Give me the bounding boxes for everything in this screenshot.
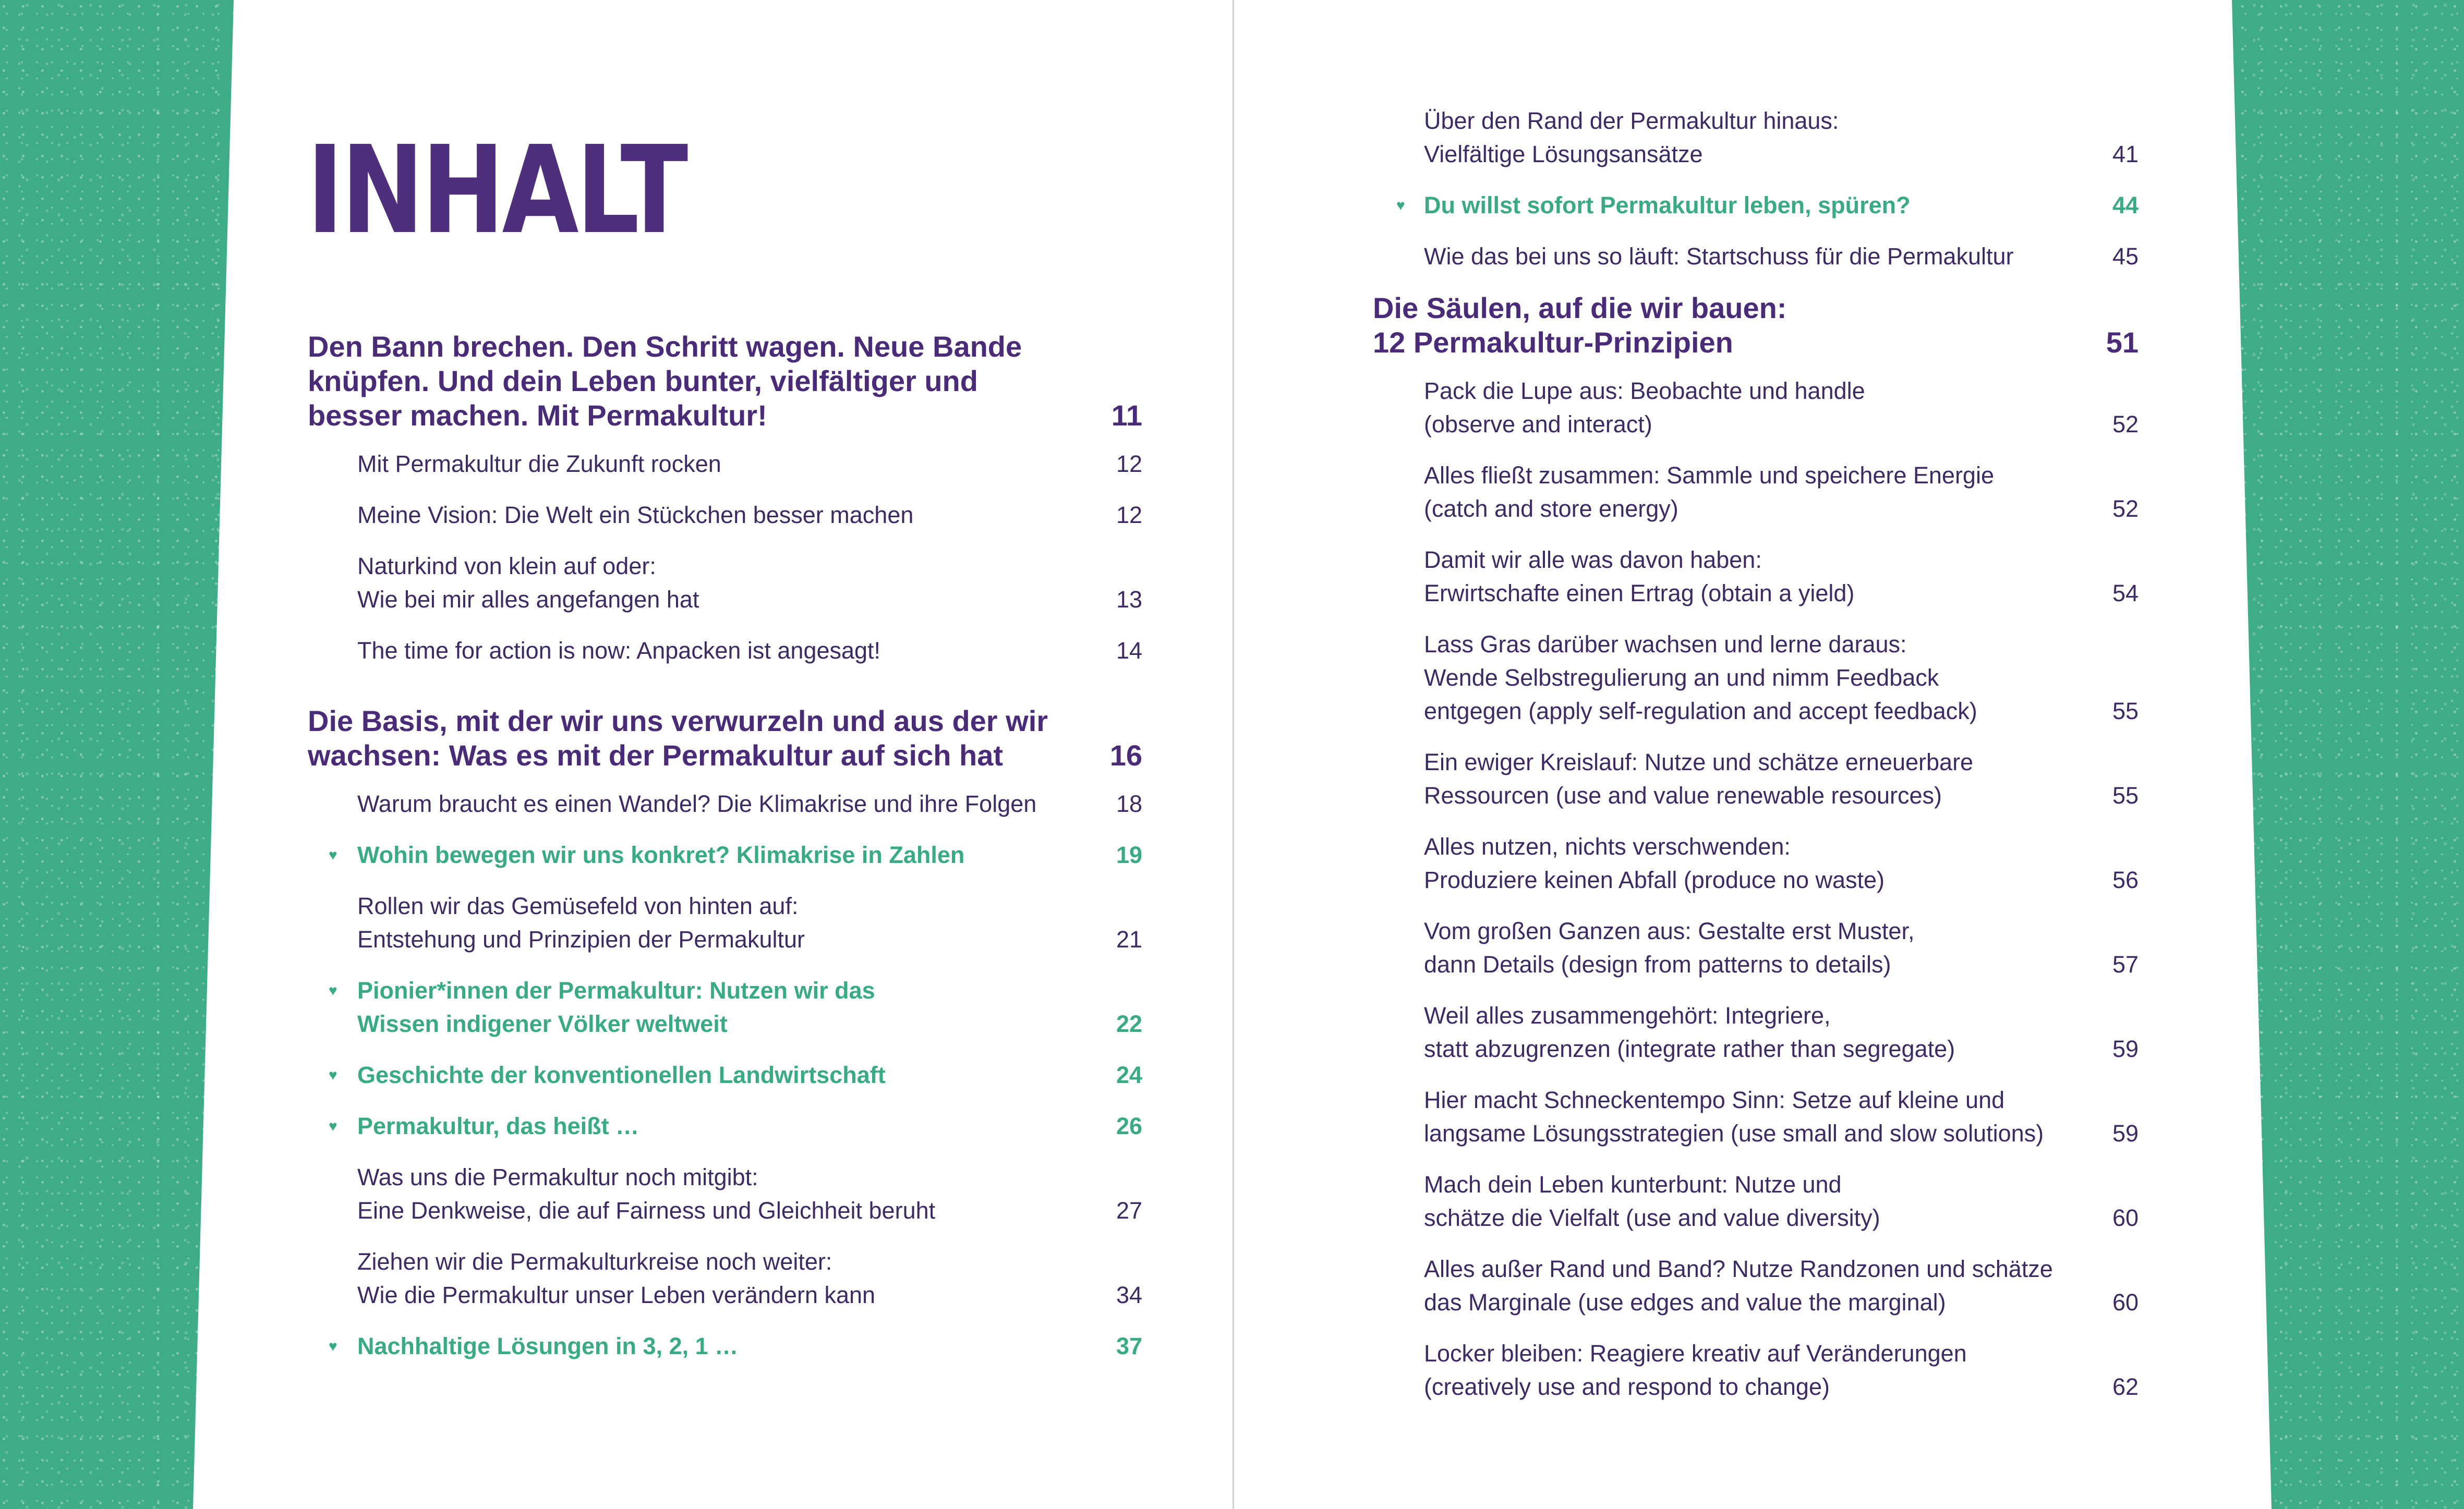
toc-page-number: 56 [2112, 867, 2139, 893]
toc-title: Lass Gras darüber wachsen und lerne daraus: Wende Selbstregulierung an und nimm Feedback entgegen (apply self-regulation and accept feedback) [1424, 631, 1977, 724]
toc-title: Du willst sofort Permakultur leben, spüren? [1424, 192, 1911, 218]
toc-page-number: 24 [1116, 1062, 1142, 1088]
toc-title: Ziehen wir die Permakulturkreise noch weiter: Wie die Permakultur unser Leben verändern kann [357, 1248, 876, 1308]
toc-title: Warum braucht es einen Wandel? Die Klimakrise und ihre Folgen [357, 790, 1037, 817]
toc-title: Permakultur, das heißt … [357, 1113, 639, 1139]
toc-entry[interactable] [308, 447, 1142, 481]
toc-title: Die Säulen, auf die wir bauen: 12 Permakultur-Prinzipien [1373, 291, 1787, 359]
toc-page-number: 51 [2106, 326, 2139, 359]
heart-icon: ♥ [329, 1118, 337, 1134]
toc-entry-highlight[interactable] [308, 1058, 1142, 1092]
toc-page-number: 57 [2112, 951, 2139, 978]
toc-title: Geschichte der konventionellen Landwirtschaft [357, 1062, 886, 1088]
toc-title: Pack die Lupe aus: Beobachte und handle (observe and interact) [1424, 378, 1865, 437]
toc-chapter[interactable] [308, 704, 1142, 773]
toc-page-number: 52 [2112, 411, 2139, 437]
toc-page-number: 12 [1116, 451, 1142, 477]
toc-title: Über den Rand der Permakultur hinaus: Vielfältige Lösungsansätze [1424, 107, 1839, 167]
toc-entry[interactable] [1373, 999, 2139, 1066]
toc-entry[interactable] [1373, 374, 2139, 441]
toc-page-number: 55 [2112, 782, 2139, 809]
toc-entry[interactable] [1373, 1337, 2139, 1404]
toc-entry[interactable] [308, 787, 1142, 821]
toc-page-number: 54 [2112, 580, 2139, 606]
toc-title: Mit Permakultur die Zukunft rocken [357, 451, 721, 477]
toc-title: Nachhaltige Lösungen in 3, 2, 1 … [357, 1333, 739, 1359]
toc-page-number: 44 [2112, 192, 2139, 218]
toc-left-column [308, 330, 1142, 1381]
toc-chapter[interactable] [1373, 291, 2139, 360]
toc-title: Naturkind von klein auf oder: Wie bei mir alles angefangen hat [357, 553, 699, 613]
toc-page-number: 12 [1116, 502, 1142, 528]
toc-title: Mach dein Leben kunterbunt: Nutze und schätze die Vielfalt (use and value diversity) [1424, 1171, 1880, 1231]
toc-entry[interactable] [308, 1245, 1142, 1312]
toc-page-number: 37 [1116, 1333, 1142, 1359]
toc-entry-highlight[interactable] [308, 974, 1142, 1041]
toc-page-number: 19 [1116, 842, 1142, 868]
toc-title: The time for action is now: Anpacken ist angesagt! [357, 637, 881, 664]
toc-page-number: 45 [2112, 243, 2139, 270]
toc-entry[interactable] [1373, 459, 2139, 526]
toc-entry-highlight[interactable] [308, 1110, 1142, 1143]
toc-title: Locker bleiben: Reagiere kreativ auf Veränderungen (creatively use and respond to change) [1424, 1340, 1967, 1400]
toc-page-number: 18 [1116, 790, 1142, 817]
toc-page-number: 60 [2112, 1204, 2139, 1231]
toc-title: Alles fließt zusammen: Sammle und speichere Energie (catch and store energy) [1424, 462, 1994, 522]
toc-entry[interactable] [308, 550, 1142, 616]
toc-page-number: 34 [1116, 1282, 1142, 1308]
toc-entry[interactable] [308, 890, 1142, 956]
toc-entry[interactable] [1373, 1084, 2139, 1150]
toc-title: Wie das bei uns so läuft: Startschuss für die Permakultur [1424, 243, 2014, 270]
toc-title: Den Bann brechen. Den Schritt wagen. Neue Bande knüpfen. Und dein Leben bunter, vielfältiger und besser machen. Mit Permakultur! [308, 330, 1022, 432]
toc-title: Hier macht Schneckentempo Sinn: Setze auf kleine und langsame Lösungsstrategien (use small and slow solutions) [1424, 1087, 2044, 1147]
toc-entry-highlight[interactable] [308, 1330, 1142, 1363]
toc-entry[interactable] [1373, 543, 2139, 610]
toc-entry[interactable] [308, 1161, 1142, 1227]
toc-page-number: 62 [2112, 1373, 2139, 1400]
toc-title: Die Basis, mit der wir uns verwurzeln und aus der wir wachsen: Was es mit der Permakultur auf sich hat [308, 704, 1048, 772]
toc-page-number: 11 [1111, 399, 1142, 432]
toc-page-number: 41 [2112, 141, 2139, 167]
toc-page-number: 22 [1116, 1011, 1142, 1037]
toc-entry[interactable] [308, 498, 1142, 532]
toc-title: Vom großen Ganzen aus: Gestalte erst Muster, dann Details (design from patterns to details) [1424, 918, 1915, 978]
toc-title: Rollen wir das Gemüsefeld von hinten auf: Entstehung und Prinzipien der Permakultur [357, 893, 805, 953]
toc-title: Was uns die Permakultur noch mitgibt: Eine Denkweise, die auf Fairness und Gleichheit beruht [357, 1164, 936, 1224]
toc-page-number: 59 [2112, 1120, 2139, 1147]
heart-icon: ♥ [329, 982, 337, 999]
toc-entry[interactable] [1373, 1252, 2139, 1319]
toc-page-number: 14 [1116, 637, 1142, 664]
toc-entry[interactable] [1373, 746, 2139, 812]
toc-title: Meine Vision: Die Welt ein Stückchen besser machen [357, 502, 914, 528]
toc-page-number: 59 [2112, 1036, 2139, 1062]
toc-chapter[interactable] [308, 330, 1142, 433]
toc-entry[interactable] [1373, 915, 2139, 981]
page-title: INHALT [307, 120, 686, 261]
toc-right-column [1373, 104, 2139, 1421]
toc-entry-highlight[interactable] [308, 838, 1142, 872]
toc-entry[interactable] [1373, 830, 2139, 897]
heart-icon: ♥ [1396, 197, 1405, 213]
toc-entry[interactable] [308, 634, 1142, 667]
toc-entry[interactable] [1373, 104, 2139, 171]
toc-page-number: 60 [2112, 1289, 2139, 1316]
heart-icon: ♥ [329, 1067, 337, 1083]
toc-title: Pionier*innen der Permakultur: Nutzen wir das Wissen indigener Völker weltweit [357, 977, 875, 1037]
toc-page-number: 55 [2112, 698, 2139, 724]
toc-title: Wohin bewegen wir uns konkret? Klimakrise in Zahlen [357, 842, 965, 868]
toc-page-number: 27 [1116, 1197, 1142, 1224]
toc-entry[interactable] [1373, 1168, 2139, 1235]
toc-title: Damit wir alle was davon haben: Erwirtschafte einen Ertrag (obtain a yield) [1424, 546, 1855, 606]
toc-title: Alles außer Rand und Band? Nutze Randzonen und schätze das Marginale (use edges and value the marginal) [1424, 1256, 2053, 1316]
toc-page-number: 26 [1116, 1113, 1142, 1139]
toc-entry-highlight[interactable] [1373, 189, 2139, 222]
toc-entry[interactable] [1373, 240, 2139, 273]
toc-page-number: 16 [1109, 739, 1142, 772]
toc-page-number: 13 [1116, 586, 1142, 613]
heart-icon: ♥ [329, 1338, 337, 1354]
toc-title: Weil alles zusammengehört: Integriere, statt abzugrenzen (integrate rather than segregate) [1424, 1002, 1955, 1062]
toc-entry[interactable] [1373, 628, 2139, 728]
toc-page-number: 21 [1116, 926, 1142, 953]
heart-icon: ♥ [329, 847, 337, 863]
toc-title: Ein ewiger Kreislauf: Nutze und schätze erneuerbare Ressourcen (use and value renewable resources) [1424, 749, 1974, 809]
toc-title: Alles nutzen, nichts verschwenden: Produziere keinen Abfall (produce no waste) [1424, 833, 1885, 893]
toc-page-number: 52 [2112, 495, 2139, 522]
